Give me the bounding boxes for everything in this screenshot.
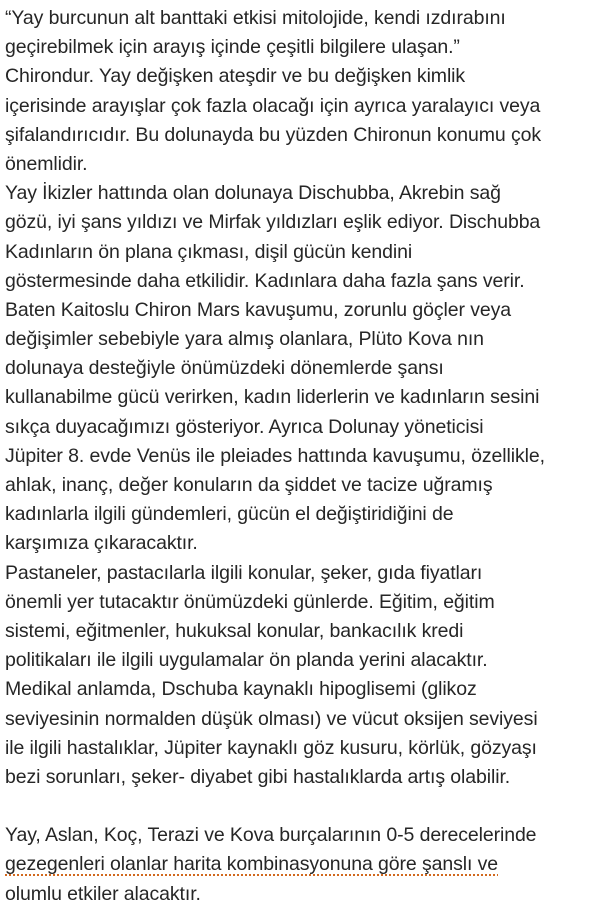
text-line: kadınlarla ilgili gündemleri, gücün el değiştiridiğini de bbox=[5, 503, 454, 526]
text-line: Medikal anlamda, Dschuba kaynaklı hipoglisemi (glikoz bbox=[5, 678, 477, 701]
text-line: Yay, Aslan, Koç, Terazi ve Kova burçalarının 0-5 derecelerinde bbox=[5, 824, 537, 847]
paragraph-pastry-education-medical bbox=[5, 559, 597, 793]
underlined-text: gezegenleri olanlar harita kombinasyonuna göre şanslı ve bbox=[5, 853, 499, 876]
text-line: Baten Kaitoslu Chiron Mars kavuşumu, zorunlu göçler veya bbox=[5, 298, 511, 321]
text-line: kullanabilme gücü verirken, kadın liderlerin ve kadınların sesini bbox=[5, 386, 540, 409]
paragraph-dischubba bbox=[5, 179, 597, 296]
text-line: göstermesinde daha etkilidir. Kadınlara daha fazla şans verir. bbox=[5, 269, 525, 292]
text-line: politikaları ile ilgili uygulamalar ön planda yerini alacaktır. bbox=[5, 649, 488, 672]
article-text bbox=[5, 4, 597, 909]
text-line: Pastaneler, pastacılarla ilgili konular, şeker, gıda fiyatları bbox=[5, 561, 483, 584]
paragraph-lucky-signs bbox=[5, 821, 597, 909]
text-line: Yay İkizler hattında olan dolunaya Dischubba, Akrebin sağ bbox=[5, 182, 501, 205]
text-line: ahlak, inanç, değer konuların da şiddet ve tacize uğramış bbox=[5, 474, 493, 496]
text-line: şifalandırıcıdır. Bu dolunayda bu yüzden Chironun konumu çok bbox=[5, 123, 542, 146]
text-line: değişimler sebebiyle yara almış olanlara, Plüto Kova nın bbox=[5, 328, 484, 351]
paragraph-chiron-mythology bbox=[5, 4, 597, 179]
text-line: sistemi, eğitmenler, hukuksal konular, bankacılık kredi bbox=[5, 619, 464, 642]
text-line: seviyesinin normalden düşük olması) ve vücut oksijen seviyesi bbox=[5, 707, 538, 730]
text-line: karşımıza çıkaracaktır. bbox=[5, 532, 198, 555]
paragraph-spacer bbox=[5, 792, 597, 821]
text-line: sıkça duyacağımızı gösteriyor. Ayrıca Dolunay yöneticisi bbox=[5, 415, 484, 438]
text-line: “Yay burcunun alt banttaki etkisi mitolojide, kendi ızdırabını bbox=[5, 7, 506, 29]
text-line: olumlu etkiler alacaktır. bbox=[5, 882, 201, 905]
text-line: Chirondur. Yay değişken ateşdir ve bu değişken kimlik bbox=[5, 65, 466, 88]
text-line: önemli yer tutacaktır önümüzdeki günlerde. Eğitim, eğitim bbox=[5, 590, 495, 613]
text-line: Kadınların ön plana çıkması, dişil gücün kendini bbox=[5, 240, 413, 263]
text-line: dolunaya desteğiyle önümüzdeki dönemlerde şansı bbox=[5, 357, 444, 380]
text-line: Jüpiter 8. evde Venüs ile pleiades hattında kavuşumu, özellikle, bbox=[5, 444, 545, 467]
text-line: ile ilgili hastalıklar, Jüpiter kaynaklı göz kusuru, körlük, gözyaşı bbox=[5, 736, 537, 759]
text-line: bezi sorunları, şeker- diyabet gibi hastalıklarda artış olabilir. bbox=[5, 765, 511, 788]
text-line: gözü, iyi şans yıldızı ve Mirfak yıldızları eşlik ediyor. Dischubba bbox=[5, 211, 541, 234]
text-line-underlined bbox=[5, 850, 597, 879]
text-line: önemlidir. bbox=[5, 152, 88, 175]
text-line: içerisinde arayışlar çok fazla olacağı için ayrıca yaralayıcı veya bbox=[5, 94, 541, 117]
paragraph-chiron-mars bbox=[5, 296, 597, 559]
text-line: geçirebilmek için arayış içinde çeşitli bilgilere ulaşan.” bbox=[5, 36, 460, 59]
